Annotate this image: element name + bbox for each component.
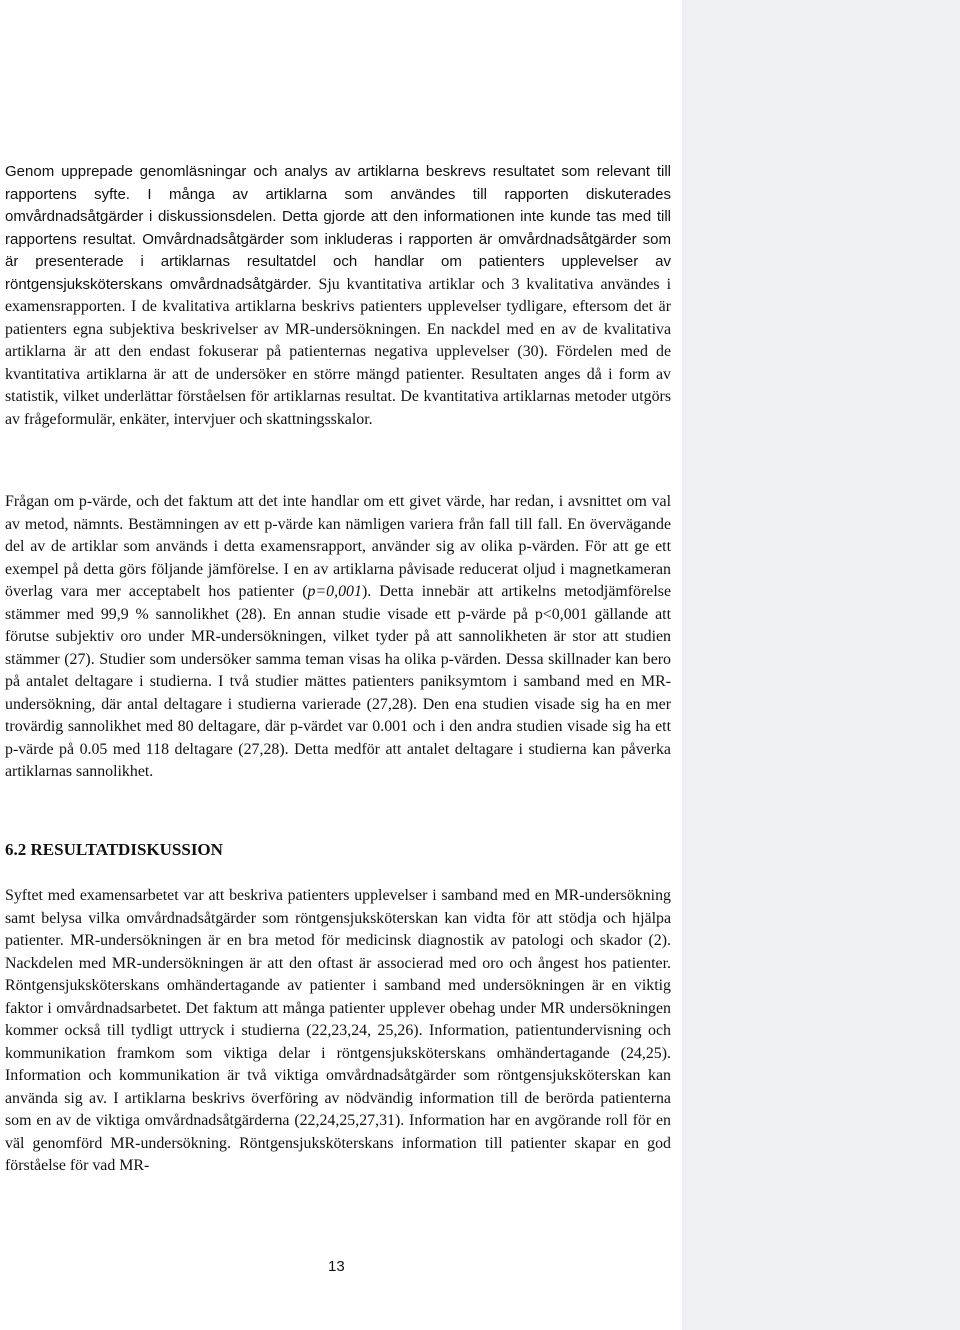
paragraph-p-value — [5, 491, 671, 784]
section-heading: 6.2 RESULTATDISKUSSION — [5, 840, 223, 859]
paragraph-2-text-before: Frågan om p-värde, och det faktum att det inte handlar om ett givet värde, har redan, i avsnittet om val av metod, nämnts. Bestämningen av ett p-värde kan nämligen variera från fall till fall. En övervägande del av de artiklar som används i detta examensrapport, använder sig av olika p-värden. För att ge ett exempel på detta görs följande jämförelse. I en av artiklarna påvisade reducerat oljud i magnetkameran överlag vara mer acceptabelt hos patienter ( — [5, 493, 671, 600]
paragraph-1-serif-text: Sju kvantitativa artiklar och 3 kvalitativa användes i examensrapporten. I de kvalitativa artiklarna beskrivs patienters upplevelser tydligare, eftersom det är patienters egna subjektiva beskrivelser av MR-undersökningen. En nackdel med en av de kvalitativa artiklarna är att den endast fokuserar på patienternas negativa upplevelser (30). Fördelen med de kvantitativa artiklarna är att de undersöker en större mängd patienter. Resultaten anges då i form av statistik, vilket underlättar förståelsen för artiklarnas resultat. De kvantitativa artiklarnas metoder utgörs av frågeformulär, enkäter, intervjuer och skattningsskalor. — [5, 275, 671, 428]
page-number: 13 — [328, 1258, 345, 1275]
side-margin-strip — [682, 0, 960, 1330]
paragraph-2-text-after: ). Detta innebär att artikelns metodjämförelse stämmer med 99,9 % sannolikhet (28). En annan studie visade ett p-värde på p<0,001 gällande att förutse subjektiv oro under MR-undersökningen, vilket tyder på att sannolikheten är stor att studien stämmer (27). Studier som undersöker samma teman visas ha olika p-värden. Dessa skillnader kan bero på antalet deltagare i studierna. I två studier mättes patienters paniksymtom i samband med en MR-undersökning, där antal deltagare i studierna varierade (27,28). Den ena studien visade sig ha en mer trovärdig sannolikhet med 80 deltagare, där p-värdet var 0.001 och i den andra studien visade sig ha ett p-värde på 0.05 med 118 deltagare (27,28). Detta medför att antalet deltagare i studierna kan påverka artiklarnas sannolikhet. — [5, 583, 671, 780]
p-value-italic: p=0,001 — [307, 583, 362, 600]
paragraph-result-discussion: Syftet med examensarbetet var att beskriva patienters upplevelser i samband med en MR-undersökning samt belysa vilka omvårdnadsåtgärder som röntgensjuksköterskan kan vidta för att stödja och hjälpa patienter. MR-undersökningen är en bra metod för medicinsk diagnostik av patologi och skador (2). Nackdelen med MR-undersökningen är att den oftast är associerad med oro och ångest hos patienter. Röntgensjuksköterskans omhändertagande av patienter i samband med undersökningen är en viktig faktor i omvårdnadsarbetet. Det faktum att många patienter upplever obehag under MR undersökningen kommer också till tydligt uttryck i studierna (22,23,24, 25,26). Information, patientundervisning och kommunikation framkom som viktiga delar i röntgensjuksköterskans omhändertagande (24,25). Information och kommunikation är två viktiga omvårdnadsåtgärder som röntgensjuksköterskan kan använda sig av. I artiklarna beskrivs överföring av nödvändig information till de berörda patienterna som en av de viktiga omvårdnadsåtgärderna (22,24,25,27,31). Information har en avgörande roll för en väl genomförd MR-undersökning. Röntgensjuksköterskans information till patienter skapar en god förståelse för vad MR- — [5, 887, 671, 1174]
document-page — [5, 0, 671, 1330]
paragraph-method-discussion — [5, 161, 671, 431]
paragraph-1-sans-text: Genom upprepade genomläsningar och analys av artiklarna beskrevs resultatet som relevant till rapportens syfte. I många av artiklarna som användes till rapporten diskuterades omvårdnadsåtgärder i diskussionsdelen. Detta gjorde att den informationen inte kunde tas med till rapportens resultat. Omvårdnadsåtgärder som inkluderas i rapporten är omvårdnadsåtgärder som är presenterade i artiklarnas resultatdel och handlar om patienters upplevelser av röntgensjuksköterskans omvårdnadsåtgärder. — [5, 163, 671, 293]
